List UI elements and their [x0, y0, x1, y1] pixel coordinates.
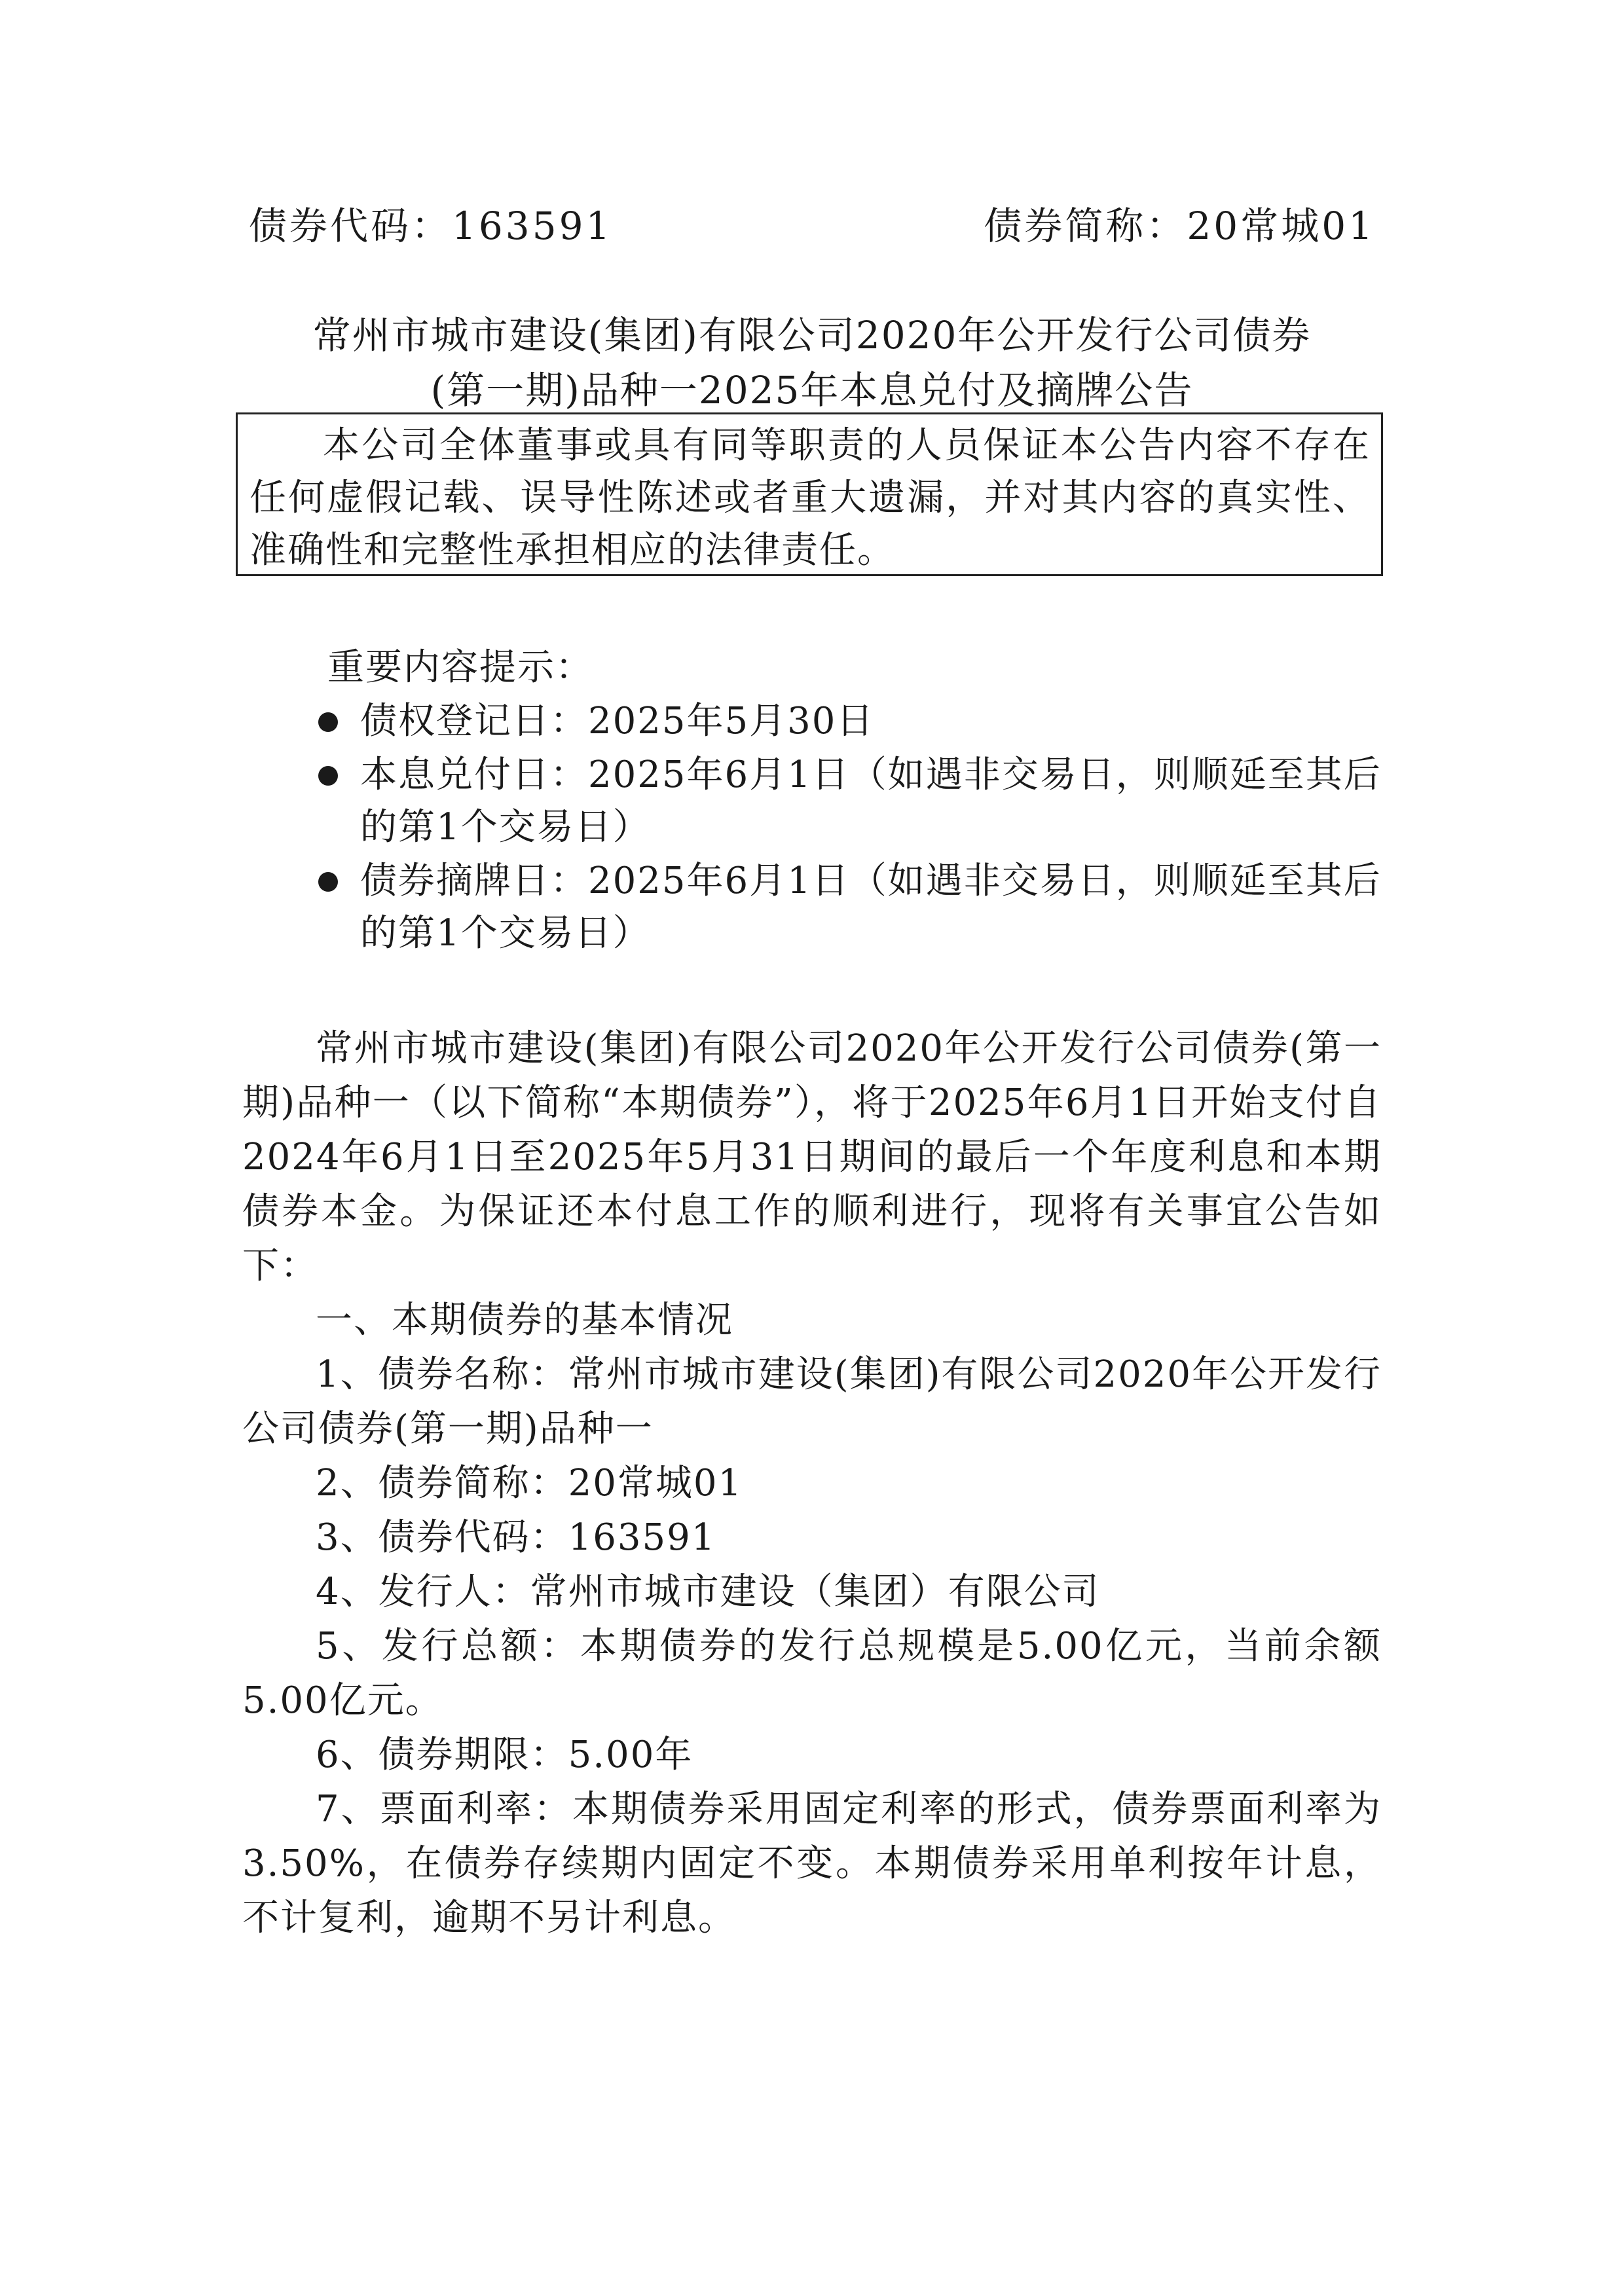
- basic-info-term: 6、债券期限：5.00年: [316, 1734, 693, 1776]
- list-item: [314, 695, 1382, 748]
- basic-info-issuer: 4、发行人：常州市城市建设（集团）有限公司: [316, 1571, 1100, 1613]
- basic-info-name: 1、债券名称：常州市城市建设(集团)有限公司2020年公开发行公司债券(第一期)品种一: [242, 1353, 1382, 1450]
- title-line-2: (第一期)品种一2025年本息兑付及摘牌公告: [430, 368, 1194, 412]
- list-item: [314, 749, 1382, 854]
- responsibility-notice-box: [236, 412, 1383, 576]
- basic-info-code: 3、债券代码：163591: [316, 1516, 716, 1559]
- intro-paragraph: 常州市城市建设(集团)有限公司2020年公开发行公司债券(第一期)品种一（以下简称“本期债券”），将于2025年6月1日开始支付自2024年6月1日至2025年5月31日期间的最后一个年度利息和本期债券本金。为保证还本付息工作的顺利进行，现将有关事宜公告如下：: [242, 1027, 1382, 1287]
- bullet-icon: [318, 766, 338, 786]
- highlight-registration-date: 债权登记日：2025年5月30日: [360, 700, 875, 742]
- bullet-icon: [318, 712, 338, 732]
- title-line-1: 常州市城市建设(集团)有限公司2020年公开发行公司债券: [312, 313, 1312, 357]
- basic-info-coupon-rate: 7、票面利率：本期债券采用固定利率的形式，债券票面利率为3.50%，在债券存续期内固定不变。本期债券采用单利按年计息，不计复利，逾期不另计利息。: [242, 1788, 1382, 1939]
- bullet-icon: [318, 872, 338, 892]
- bond-header: [249, 196, 1375, 255]
- bond-short-name: 债券简称：20常城01: [984, 204, 1375, 248]
- basic-info-amount: 5、发行总额：本期债券的发行总规模是5.00亿元，当前余额5.00亿元。: [242, 1625, 1382, 1722]
- bond-code: 债券代码：163591: [249, 204, 613, 248]
- section-heading: 一、本期债券的基本情况: [316, 1299, 733, 1341]
- highlight-delisting-date: 债券摘牌日：2025年6月1日（如遇非交易日，则顺延至其后的第1个交易日）: [360, 860, 1382, 955]
- responsibility-notice-text: 本公司全体董事或具有同等职责的人员保证本公告内容不存在任何虚假记载、误导性陈述或者重大遗漏，并对其内容的真实性、准确性和完整性承担相应的法律责任。: [249, 424, 1371, 572]
- announcement-title: [249, 308, 1375, 418]
- highlight-payment-date: 本息兑付日：2025年6月1日（如遇非交易日，则顺延至其后的第1个交易日）: [360, 754, 1382, 848]
- highlights-list: [314, 695, 1382, 961]
- list-item: [314, 855, 1382, 960]
- highlights-title: 重要内容提示：: [327, 646, 593, 689]
- basic-info-short-name: 2、债券简称：20常城01: [316, 1462, 743, 1504]
- announcement-body: [242, 1021, 1382, 1945]
